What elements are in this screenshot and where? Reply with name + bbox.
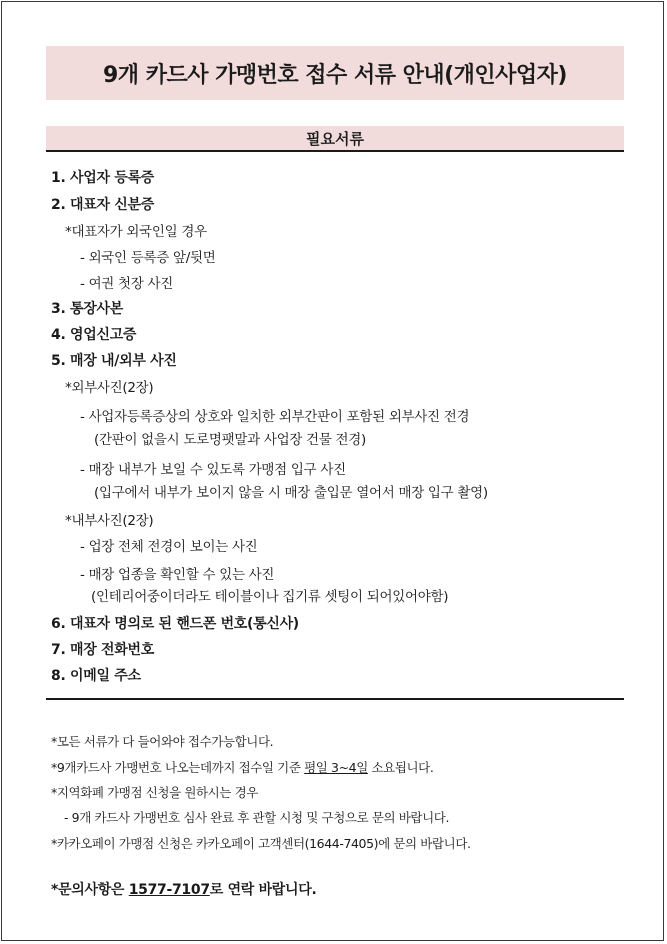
section-header-text: 필요서류 (306, 129, 364, 148)
doc-item-5: 5. 매장 내/외부 사진 (51, 353, 177, 369)
page-title (46, 46, 624, 100)
page-title-text: 9개 카드사 가맹번호 접수 서류 안내(개인사업자) (102, 62, 567, 88)
doc-item-7: 7. 매장 전화번호 (51, 642, 154, 658)
doc-item-2-note: *대표자가 외국인일 경우 (65, 224, 207, 240)
doc-item-2-sub-2: - 여권 첫장 사진 (80, 276, 173, 292)
doc-item-6: 6. 대표자 명의로 된 핸드폰 번호(통신사) (51, 616, 299, 632)
doc-item-5-interior-sub-2-detail: (인테리어중이더라도 테이블이나 집기류 셋팅이 되어있어야함) (91, 589, 449, 605)
doc-item-2-sub-1: - 외국인 등록증 앞/뒷면 (80, 250, 216, 266)
note-kakaopay: *카카오페이 가맹점 신청은 카카오페이 고객센터(1644-7405)에 문의 바랍니다. (51, 836, 471, 851)
doc-item-5-exterior-sub-1: - 사업자등록증상의 상호와 일치한 외부간판이 포함된 외부사진 전경 (80, 409, 470, 425)
note-processing-time-pre: *9개카드사 가맹번호 나오는데까지 접수일 기준 (51, 760, 305, 775)
note-processing-time (51, 758, 433, 776)
note-processing-time-days: 평일 3~4일 (304, 760, 368, 775)
section-divider (46, 698, 624, 700)
note-processing-time-post: 소요됩니다. (367, 760, 434, 775)
doc-item-1: 1. 사업자 등록증 (51, 170, 154, 186)
doc-item-5-interior-sub-2: - 매장 업종을 확인할 수 있는 사진 (80, 567, 275, 583)
contact-post: 로 연락 바랍니다. (209, 882, 317, 898)
doc-item-5-exterior-sub-2-detail: (입구에서 내부가 보이지 않을 시 매장 출입문 열어서 매장 입구 촬영) (94, 485, 488, 501)
doc-item-8: 8. 이메일 주소 (51, 668, 141, 684)
doc-item-2: 2. 대표자 신분증 (51, 197, 154, 213)
doc-item-5-exterior-sub-2: - 매장 내부가 보일 수 있도록 가맹점 입구 사진 (80, 462, 346, 478)
note-local-currency: *지역화폐 가맹점 신청을 원하시는 경우 (51, 785, 258, 800)
note-local-currency-sub: - 9개 카드사 가맹번호 심사 완료 후 관할 시청 및 구청으로 문의 바랍니다. (64, 810, 450, 825)
contact-phone-number: 1577-7107 (128, 882, 210, 898)
doc-item-5-interior-sub-1: - 업장 전체 전경이 보이는 사진 (80, 539, 258, 555)
note-all-documents: *모든 서류가 다 들어와야 접수가능합니다. (51, 734, 274, 749)
contact-line (51, 879, 317, 899)
doc-item-5-exterior-sub-1-detail: (간판이 없을시 도로명팻말과 사업장 건물 전경) (94, 432, 366, 448)
doc-item-3: 3. 통장사본 (51, 301, 123, 317)
section-header-required-documents (46, 126, 624, 152)
doc-item-5-exterior-note: *외부사진(2장) (65, 380, 154, 396)
doc-item-4: 4. 영업신고증 (51, 327, 137, 343)
doc-item-5-interior-note: *내부사진(2장) (65, 513, 154, 529)
contact-pre: *문의사항은 (51, 882, 129, 898)
document-page (1, 1, 664, 941)
